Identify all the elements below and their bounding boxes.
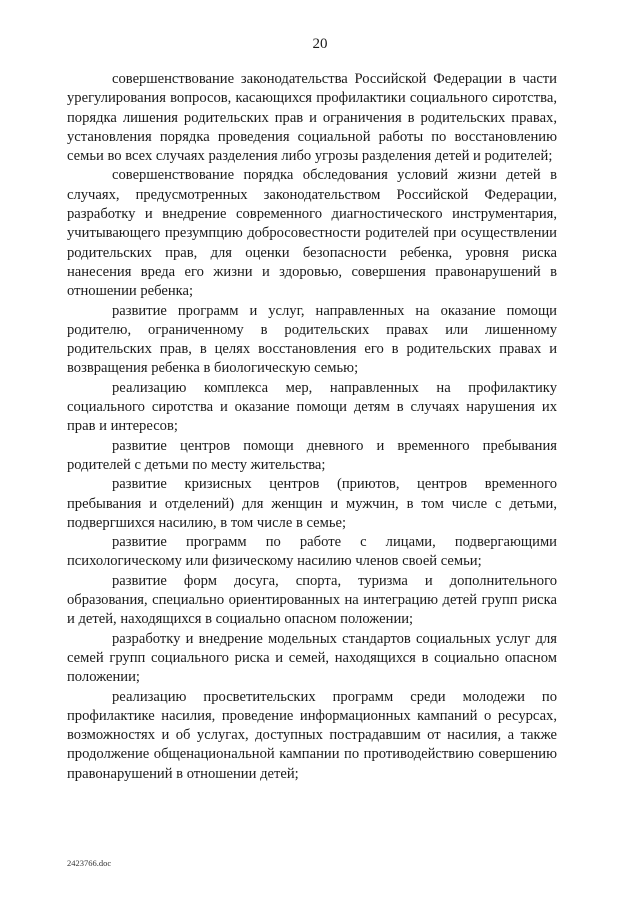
paragraph: развитие кризисных центров (приютов, центров временного пребывания и отделений) для женщин и мужчин, в том числе с детьми, подвергшихся насилию, в том числе в семье;: [67, 476, 557, 531]
page-number: 20: [312, 36, 328, 52]
paragraph: совершенствование порядка обследования условий жизни детей в случаях, предусмотренных законодательством Российской Федерации, разработку и внедрение современного диагностического инструментария, учитывающего презумпцию добросовестности родителей при осуществлении родительских прав, для оценки безопасности ребенка, уровня риска нанесения вреда его жизни и здоровью, совершения правонарушений в отношении ребенка;: [67, 167, 557, 300]
paragraph: реализацию просветительских программ среди молодежи по профилактике насилия, проведение информационных кампаний о ресурсах, возможностях и об услугах, доступных пострадавшим от насилия, а также продолжение общенациональной кампании по противодействию совершению правонарушений в отношении детей;: [67, 688, 557, 782]
paragraph: развитие форм досуга, спорта, туризма и дополнительного образования, специально ориентированных на интеграцию детей групп риска и детей, находящихся в социально опасном положении;: [67, 572, 557, 628]
paragraph: развитие программ и услуг, направленных на оказание помощи родителю, ограниченному в родительских правах или лишенному родительских прав, в целях восстановления его в родительских правах и возвращения ребенка в биологическую семью;: [67, 302, 557, 377]
paragraph: разработку и внедрение модельных стандартов социальных услуг для семей групп социального риска и семей, находящихся в социально опасном положении;: [67, 630, 557, 686]
paragraph: реализацию комплекса мер, направленных на профилактику социального сиротства и оказание помощи детям в случаях нарушения их прав и интересов;: [67, 379, 557, 435]
document-footer-filename: 2423766.doc: [67, 858, 112, 868]
document-body: [67, 70, 557, 784]
paragraph: развитие программ по работе с лицами, подвергающими психологическому или физическому насилию членов своей семьи;: [67, 534, 557, 570]
paragraph: развитие центров помощи дневного и временного пребывания родителей с детьми по месту жительства;: [67, 437, 557, 473]
paragraph: совершенствование законодательства Российской Федерации в части урегулирования вопросов, касающихся профилактики социального сиротства, порядка лишения родительских прав и ограничения в родительских правах, установления порядка проведения социальной работы по восстановлению семьи во всех случаях разделения либо угрозы разделения детей и родителей;: [67, 71, 557, 165]
